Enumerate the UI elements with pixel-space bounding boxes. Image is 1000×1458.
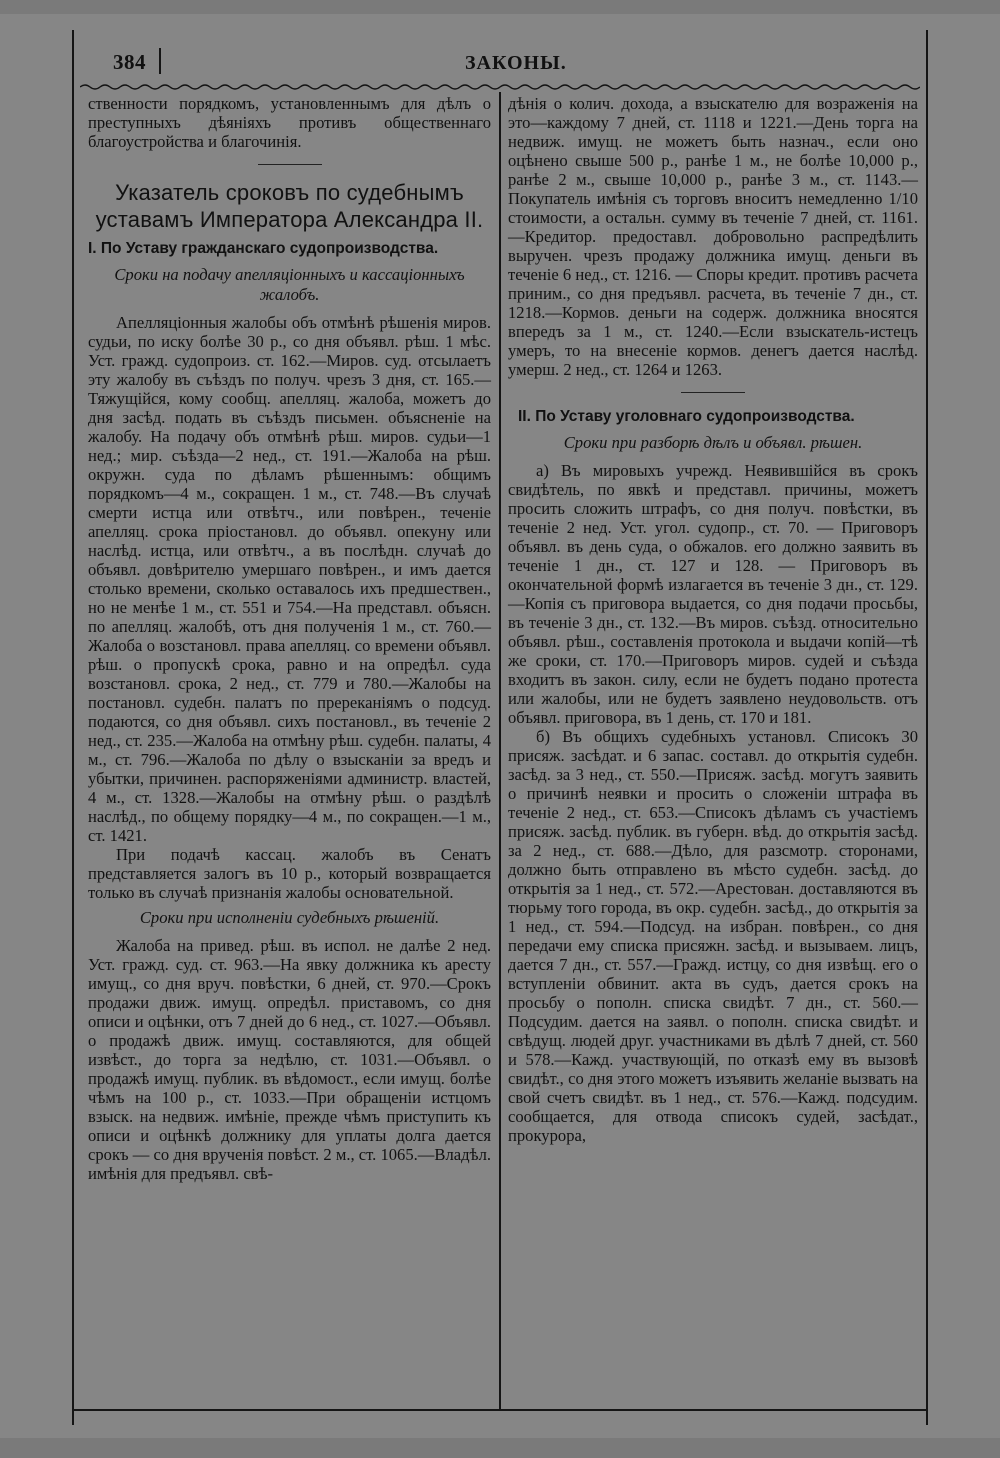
left-border-rule [72,30,74,1425]
page-number: 384 [113,50,146,74]
wavy-header-rule [80,82,920,92]
paragraph-cassation-deposit: При подачѣ кассац. жалобъ въ Сенатъ представляется залогъ въ 10 р., который возвращается только въ случаѣ признанія жалобы основательной. [88,845,491,902]
section-ii-heading: II. По Уставу уголовнаго судопроизводства. [518,408,855,425]
column-divider [499,92,501,1410]
subheading-execution-deadlines: Сроки при исполненіи судебныхъ рѣшеній. [139,908,440,927]
paragraph-general-courts: б) Въ общихъ судебныхъ установл. Списокъ 30 присяж. засѣдат. и 6 запас. составл. до открытія судебн. засѣд. за 3 нед., ст. 550.—Присяж. засѣд. могутъ заявить о причинѣ неявки и просить о сложеніи штрафа въ теченіе 2 нед., ст. 653.—Списокъ дѣламъ съ участіемъ присяж. засѣд. публик. въ губерн. вѣд. до открытія засѣд. за 2 нед., ст. 688.—Дѣло, для разсмотр. сторонами, должно быть отправлено въ мѣсто судебн. засѣд. до открытія за 1 нед., ст. 572.—Арестован. доставляются въ тюрьму того города, въ окр. судебн. засѣд., до открытія за 1 нед., ст. 594.—Подсуд. на избран. повѣрен., со дня передачи ему списка присяжн. засѣд. и вызываем. лицъ, дается 7 дн., ст. 557.—Гражд. истцу, со дня извѣщ. его о вступленіи обвинит. акта въ судъ, дается срокъ на просьбу о пополн. списка свидѣт. 7 дн., ст. 560.—Подсудим. дается на заявл. о пополн. списка свидѣт. и свѣдущ. людей друг. участниками въ дѣлѣ 7 дней, ст. 560 и 578.—Кажд. участвующій, по отказѣ ему въ вызовѣ свидѣт., со дня этого можетъ изъявить желаніе вызвать на свой счетъ свидѣт. въ 1 нед., ст. 576.—Кажд. подсудим. сообщается, для отвода списокъ судей, засѣдат., прокурора, [508,727,918,1145]
paragraph-execution: Жалоба на привед. рѣш. въ испол. не далѣе 2 нед. Уст. гражд. суд. ст. 963.—На явку должника къ аресту имущ., со дня вруч. повѣстки, 6 дней, ст. 970.—Срокъ продажи движ. имущ. опредѣл. приставомъ, со дня описи и оцѣнки, отъ 7 дней до 6 нед., ст. 1027.—Объявл. о продажѣ движ. имущ. составляются, для общей извѣст., до торга за недѣлю, ст. 1031.—Объявл. о продажѣ имущ. публик. въ вѣдомост., если имущ. болѣе чѣмъ на 100 р., ст. 1033.—При обращеніи истцомъ взыск. на недвиж. имѣніе, прежде чѣмъ приступить къ описи и оцѣнкѣ должнику для уплаты долга дается срокъ — со дня врученія повѣст. 2 м., ст. 1065.—Владѣл. имѣнія для предъявл. свѣ- [88,936,491,1183]
right-column [508,94,918,1145]
left-column [88,94,491,1183]
running-title: ЗАКОНЫ. [465,52,567,74]
subheading-appeal-deadlines: Сроки на подачу апелляціонныхъ и кассаціонныхъ жалобъ. [114,265,465,304]
bottom-rule [72,1409,928,1411]
paragraph-appeals: Апелляціонныя жалобы объ отмѣнѣ рѣшенія миров. судьи, по иску болѣе 30 р., со дня объявл. рѣш. 1 мѣс. Уст. гражд. судопроиз. ст. 162.—Миров. суд. отсылаетъ эту жалобу въ съѣздъ по получ. чрезъ 3 дня, ст. 165.—Тяжущійся, кому сообщ. апелляц. жалоба, можетъ до дня засѣд. подать въ съѣздъ письмен. объясненіе на жалобу. На подачу объ отмѣнѣ рѣш. миров. судьи—1 нед.; мир. съѣзда—2 нед., ст. 191.—Жалоба на рѣш. окружн. суда по дѣламъ рѣшеннымъ: общимъ порядкомъ—4 м., сокращен. 1 м., ст. 748.—Въ случаѣ смерти истца или отвѣтч., или повѣрен., теченіе апелляц. срока пріостановл. до объявл. опекуну или наслѣд. истца, или отвѣтч., а въ послѣдн. случаѣ до объявл. довѣрителю умершаго повѣрен., и имъ дается столько времени, сколько оставалось ихъ предшествен., но не менѣе 1 м., ст. 551 и 754.—На представл. объясн. по апелляц. жалобѣ, отъ дня полученія 1 м., ст. 760.—Жалоба о возстановл. права апелляц. со времени объявл. рѣш. о пропускѣ срока, равно и на опредѣл. суда возстановл. срока, 2 нед., ст. 779 и 780.—Жалобы на постановл. судебн. палатъ по пререканіямъ о подсуд. подаются, со дня объявл. сихъ постановл., въ теченіе 2 нед., ст. 235.—Жалоба на отмѣну рѣш. судебн. палаты, 4 м., ст. 796.—Жалоба по дѣлу о взысканіи за вредъ и убытки, причинен. распоряженіями администр. властей, 4 м., ст. 1328.—Жалобы на отмѣну рѣш. о раздѣлѣ наслѣд., по общему порядку—4 м., по сокращен.—1 м., ст. 1421. [88,313,491,845]
scan-top-edge [0,0,1000,14]
separator-rule [681,392,745,393]
right-border-rule [926,30,928,1425]
page-number-rule [159,48,161,74]
main-heading: Указатель сроковъ по судебнымъ уставамъ Императора Александра II. [95,180,484,232]
right-continuation-text: дѣнія о колич. дохода, а взыскателю для возраженія на это—каждому 7 дней, ст. 1118 и 1221.—День торга на недвиж. имущ. не можетъ быть назнач., если оно оцѣнено свыше 500 р., ранѣе 1 м., не болѣе 10,000 р., ранѣе 2 м., свыше 10,000 р., ранѣе 3 м., ст. 1143.—Покупатель имѣнія съ торговъ вноситъ немедленно 1/10 стоимости, а остальн. сумму въ теченіе 7 дней, ст. 1161.—Кредитор. предоставл. добровольно распредѣлить выручен. чрезъ продажу должника имущ. деньги въ теченіе 6 нед., ст. 1216. — Споры кредит. противъ расчета приним., со дня предъявл. расчета, въ теченіе 7 дн., ст. 1218.—Кормов. деньги на содерж. должника вносятся впередъ за 1 м., ст. 1240.—Если взыскатель-истецъ умеръ, то на внесеніе кормов. денегъ дается наслѣд. умерш. 2 нед., ст. 1264 и 1263. [508,94,918,379]
paragraph-magistrate-institutions: а) Въ мировыхъ учрежд. Неявившійся въ срокъ свидѣтель, по явкѣ и представл. причины, можетъ просить сложить штрафъ, со дня получ. повѣстки, въ теченіе 2 нед. Уст. угол. судопр., ст. 70. — Приговоръ объявл. въ день суда, о обжалов. его должно заявить въ теченіе 1 дн., ст. 127 и 128. — Приговоръ въ окончательной формѣ излагается въ теченіе 3 дн., ст. 129.—Копія съ приговора выдается, со дня подачи просьбы, въ теченіе 3 дн., ст. 132.—Въ миров. съѣзд. относительно объявл. рѣш., составленія протокола и выдачи копій—тѣ же сроки, ст. 170.—Приговоръ миров. судей и съѣзда входитъ въ закон. силу, если не будетъ подано протеста или жалобы, или не будетъ заявлено неудовольств. отъ объявл. приговора, въ 1 день, ст. 170 и 181. [508,461,918,727]
subheading-trial-deadlines: Сроки при разборѣ дѣлъ и объявл. рѣшен. [563,433,863,452]
scan-bottom-edge [0,1438,1000,1458]
separator-rule [258,164,322,165]
section-i-heading: I. По Уставу гражданскаго судопроизводства. [88,240,439,257]
left-continuation-text: ственности порядкомъ, установленнымъ для дѣлъ о преступныхъ дѣяніяхъ противъ общественнаго благоустройства и благочинія. [88,94,491,151]
